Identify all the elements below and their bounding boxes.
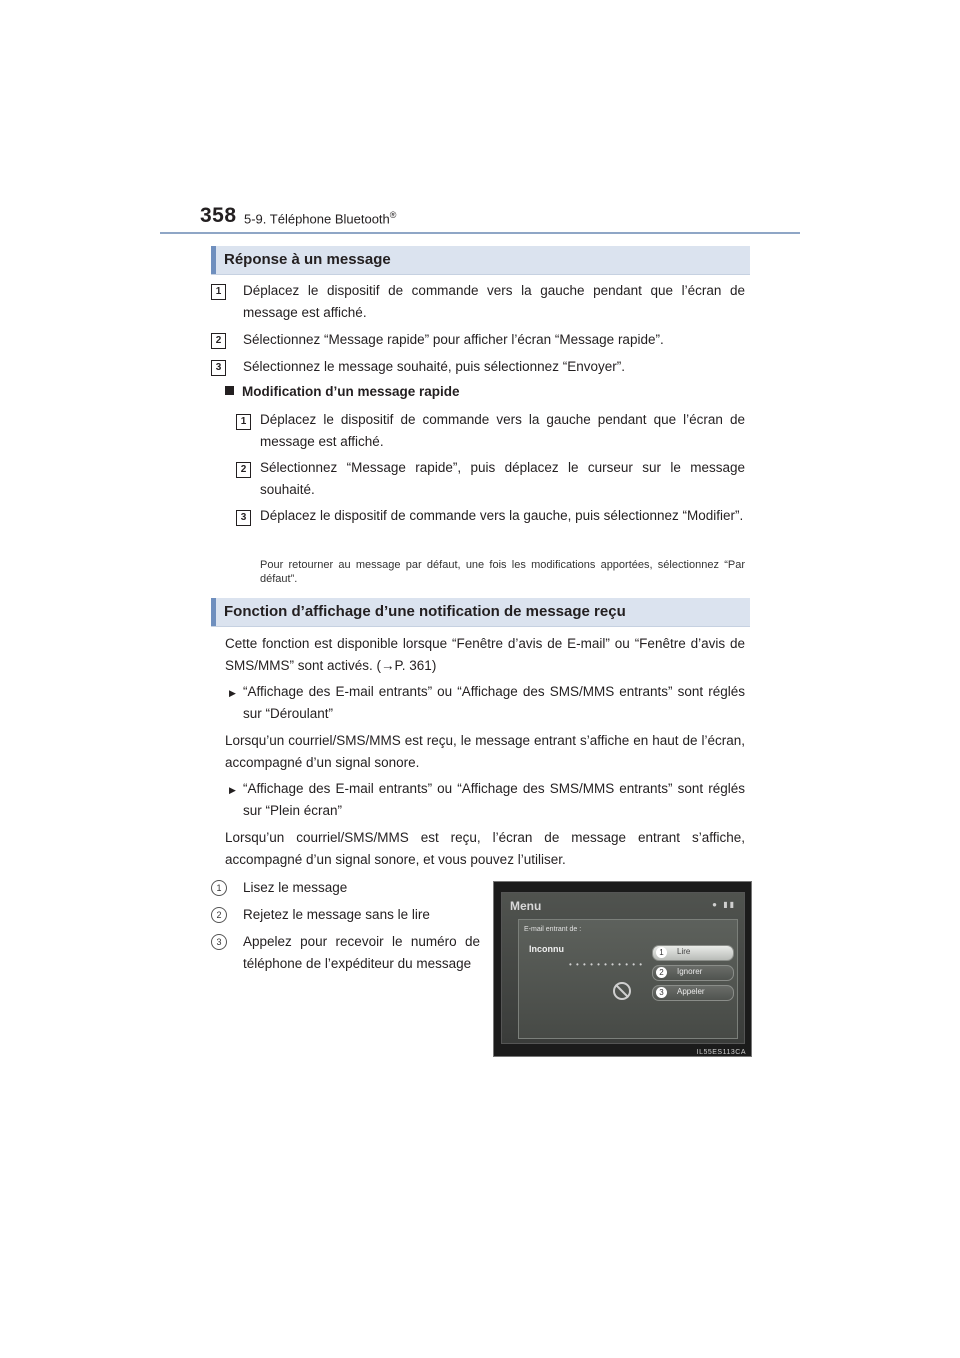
substep-badge: 2 [236, 462, 251, 478]
screen-display [501, 892, 745, 1044]
screen-menu-label: Menu [510, 899, 542, 913]
callout-text: Lisez le message [243, 880, 348, 895]
signal-status-icon: ● ▮▮ [712, 900, 736, 909]
header-rule [160, 232, 800, 234]
image-code: IL55ES113CA [696, 1049, 746, 1056]
callout-text: Rejetez le message sans le lire [243, 907, 430, 922]
bullet-text: “Affichage des E-mail entrants” ou “Affichage des SMS/MMS entrants” sont réglés sur “Déroulant” [243, 684, 745, 721]
chapter-title [244, 210, 396, 226]
sender-number: • • • • • • • • • • • [569, 960, 644, 969]
no-image-icon [613, 982, 631, 1000]
button-label: Lire [677, 947, 691, 956]
call-button[interactable] [652, 985, 734, 1001]
callout-text: Appelez pour recevoir le numéro de téléphone de l’expéditeur du message [243, 934, 480, 971]
subheading-text: Modification d’un message rapide [242, 384, 460, 399]
callout-number: 3 [211, 934, 227, 950]
page-number: 358 [200, 204, 237, 227]
button-number: 2 [656, 967, 667, 978]
sender-name: Inconnu [529, 944, 564, 954]
substep-text: Sélectionnez “Message rapide”, puis déplacez le curseur sur le message souhaité. [260, 460, 745, 497]
triangle-bullet-icon: ▶ [229, 785, 236, 795]
chapter-title-text: 5-9. Téléphone Bluetooth [244, 211, 390, 227]
paragraph: Lorsqu’un courriel/SMS/MMS est reçu, l’écran de message entrant s’affiche, accompagné d’un signal sonore, et vous pouvez l’utiliser. [225, 830, 745, 867]
step-text: Sélectionnez “Message rapide” pour afficher l’écran “Message rapide”. [243, 332, 664, 347]
note-text: Pour retourner au message par défaut, une fois les modifications apportées, sélectionnez “Par défaut”. [260, 559, 745, 585]
section-accent-bar [211, 246, 216, 274]
bullet-text: “Affichage des E-mail entrants” ou “Affichage des SMS/MMS entrants” sont réglés sur “Plein écran” [243, 781, 745, 818]
read-button[interactable] [652, 945, 734, 961]
square-bullet-icon [225, 386, 234, 395]
substep-text: Déplacez le dispositif de commande vers la gauche pendant que l’écran de message est affiché. [260, 412, 745, 449]
section-title: Réponse à un message [224, 251, 391, 268]
intro-paragraph: Cette fonction est disponible lorsque “Fenêtre d’avis de E-mail” ou “Fenêtre d’avis de SMS/MMS” sont activés. (→P. 361) [225, 636, 745, 673]
subheading [225, 384, 460, 399]
substep-badge: 3 [236, 510, 251, 526]
button-number: 1 [656, 947, 667, 958]
section-heading-reply [211, 246, 750, 275]
callout-number: 2 [211, 907, 227, 923]
registered-mark: ® [389, 210, 397, 220]
ignore-button[interactable] [652, 965, 734, 981]
triangle-bullet-icon: ▶ [229, 688, 236, 698]
callout-number: 1 [211, 880, 227, 896]
from-label: E-mail entrant de : [524, 926, 582, 933]
incoming-message-screen-figure [493, 881, 752, 1057]
step-badge: 1 [211, 284, 226, 300]
section-title: Fonction d’affichage d’une notification de message reçu [224, 603, 626, 620]
section-heading-notification [211, 598, 750, 627]
substep-text: Déplacez le dispositif de commande vers la gauche, puis sélectionnez “Modifier”. [260, 508, 744, 523]
step-badge: 3 [211, 360, 226, 376]
button-number: 3 [656, 987, 667, 998]
incoming-message-panel [518, 919, 738, 1039]
step-text: Sélectionnez le message souhaité, puis sélectionnez “Envoyer”. [243, 359, 625, 374]
substep-badge: 1 [236, 414, 251, 430]
step-badge: 2 [211, 333, 226, 349]
button-label: Appeler [677, 987, 705, 996]
paragraph: Lorsqu’un courriel/SMS/MMS est reçu, le message entrant s’affiche en haut de l’écran, accompagné d’un signal sonore. [225, 733, 745, 770]
section-accent-bar [211, 598, 216, 626]
step-text: Déplacez le dispositif de commande vers la gauche pendant que l’écran de message est affiché. [243, 283, 745, 320]
button-label: Ignorer [677, 967, 703, 976]
